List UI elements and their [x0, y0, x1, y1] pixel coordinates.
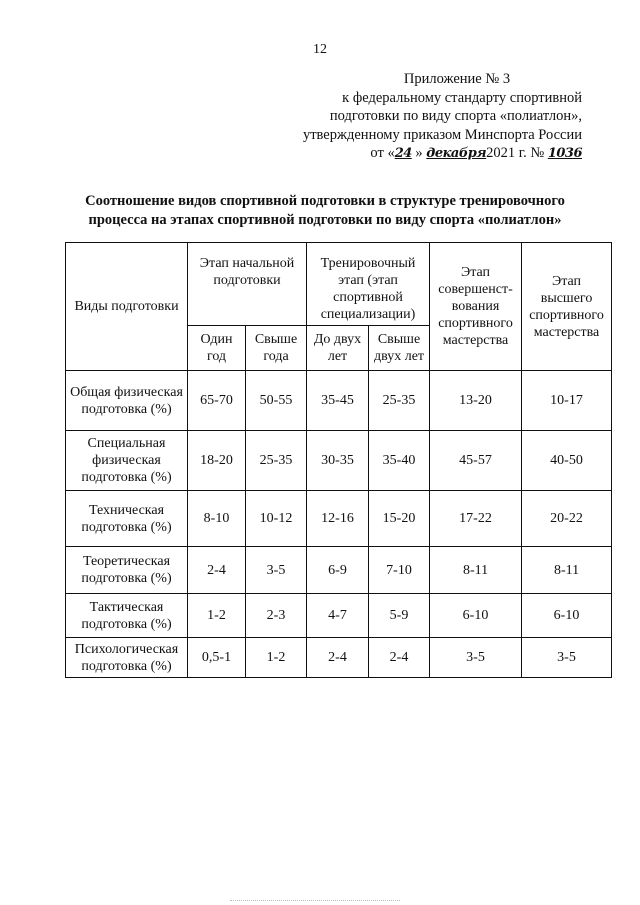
document-title — [60, 192, 590, 230]
table-cell: 25-35 — [369, 371, 430, 431]
handwritten-day: 24 — [394, 146, 412, 161]
table-cell: 18-20 — [188, 431, 246, 491]
table-cell: 6-10 — [430, 594, 522, 638]
table-cell: 3-5 — [430, 638, 522, 678]
table-row — [66, 547, 612, 594]
handwritten-month: декабря — [426, 146, 487, 161]
header-up-to-two-years: До двух лет — [307, 326, 369, 371]
table-cell: 30-35 — [307, 431, 369, 491]
date-prefix: от « — [370, 145, 395, 161]
table-row — [66, 371, 612, 431]
table-cell: 1-2 — [246, 638, 307, 678]
table-cell: 13-20 — [430, 371, 522, 431]
table-cell: 2-4 — [369, 638, 430, 678]
appendix-line-3: подготовки по виду спорта «полиатлон», — [329, 108, 582, 124]
date-year: 2021 г. № — [486, 145, 545, 161]
table-row — [66, 431, 612, 491]
training-ratio-table — [65, 242, 612, 678]
table-row — [66, 638, 612, 678]
header-one-year: Один год — [188, 326, 246, 371]
table-cell: 1-2 — [188, 594, 246, 638]
table-cell: 65-70 — [188, 371, 246, 431]
header-over-two-years: Свыше двух лет — [369, 326, 430, 371]
scan-artifact-divider — [230, 900, 400, 903]
table-cell: 45-57 — [430, 431, 522, 491]
row-label: Психологическая подготовка (%) — [66, 638, 188, 678]
row-label: Тактическая подготовка (%) — [66, 594, 188, 638]
table-cell: 12-16 — [307, 491, 369, 547]
row-label: Специальная физическая подготовка (%) — [66, 431, 188, 491]
appendix-title: Приложение № 3 — [403, 71, 511, 87]
table-cell: 50-55 — [246, 371, 307, 431]
table-cell: 2-4 — [307, 638, 369, 678]
header-types: Виды подготовки — [66, 243, 188, 371]
table-cell: 7-10 — [369, 547, 430, 594]
table-cell: 17-22 — [430, 491, 522, 547]
row-label: Техническая подготовка (%) — [66, 491, 188, 547]
page-number: 12 — [313, 42, 327, 57]
table-cell: 40-50 — [522, 431, 612, 491]
appendix-date-line — [292, 144, 582, 164]
title-line-2: процесса на этапах спортивной подготовки по виду спорта «полиатлон» — [88, 212, 562, 228]
header-stage-training: Тренировочный этап (этап спортивной специализации) — [307, 243, 430, 326]
table-cell: 10-17 — [522, 371, 612, 431]
row-label: Общая физическая подготовка (%) — [66, 371, 188, 431]
table-cell: 25-35 — [246, 431, 307, 491]
table-cell: 4-7 — [307, 594, 369, 638]
appendix-block — [292, 70, 582, 164]
header-stage-initial: Этап начальной подготовки — [188, 243, 307, 326]
table-cell: 35-45 — [307, 371, 369, 431]
table-row — [66, 491, 612, 547]
table-cell: 6-10 — [522, 594, 612, 638]
header-stage-improvement: Этап совершенст-вования спортивного мастерства — [430, 243, 522, 371]
date-quote-close: » — [415, 145, 423, 161]
table-cell: 2-4 — [188, 547, 246, 594]
table-cell: 6-9 — [307, 547, 369, 594]
table-cell: 8-11 — [522, 547, 612, 594]
table-cell: 2-3 — [246, 594, 307, 638]
table-cell: 20-22 — [522, 491, 612, 547]
table-row — [66, 594, 612, 638]
title-line-1: Соотношение видов спортивной подготовки в структуре тренировочного — [85, 193, 565, 209]
table-cell: 8-11 — [430, 547, 522, 594]
row-label: Теоретическая подготовка (%) — [66, 547, 188, 594]
table-cell: 0,5-1 — [188, 638, 246, 678]
appendix-line-4: утвержденному приказом Минспорта России — [302, 126, 582, 143]
table-cell: 5-9 — [369, 594, 430, 638]
table-cell: 15-20 — [369, 491, 430, 547]
table-cell: 35-40 — [369, 431, 430, 491]
header-stage-highest: Этап высшего спортивного мастерства — [522, 243, 612, 371]
header-over-year: Свыше года — [246, 326, 307, 371]
table-cell: 3-5 — [522, 638, 612, 678]
table-cell: 3-5 — [246, 547, 307, 594]
table-cell: 8-10 — [188, 491, 246, 547]
appendix-line-2: к федеральному стандарту спортивной — [342, 89, 582, 106]
handwritten-order-number: 1036 — [547, 146, 582, 161]
table-cell: 10-12 — [246, 491, 307, 547]
